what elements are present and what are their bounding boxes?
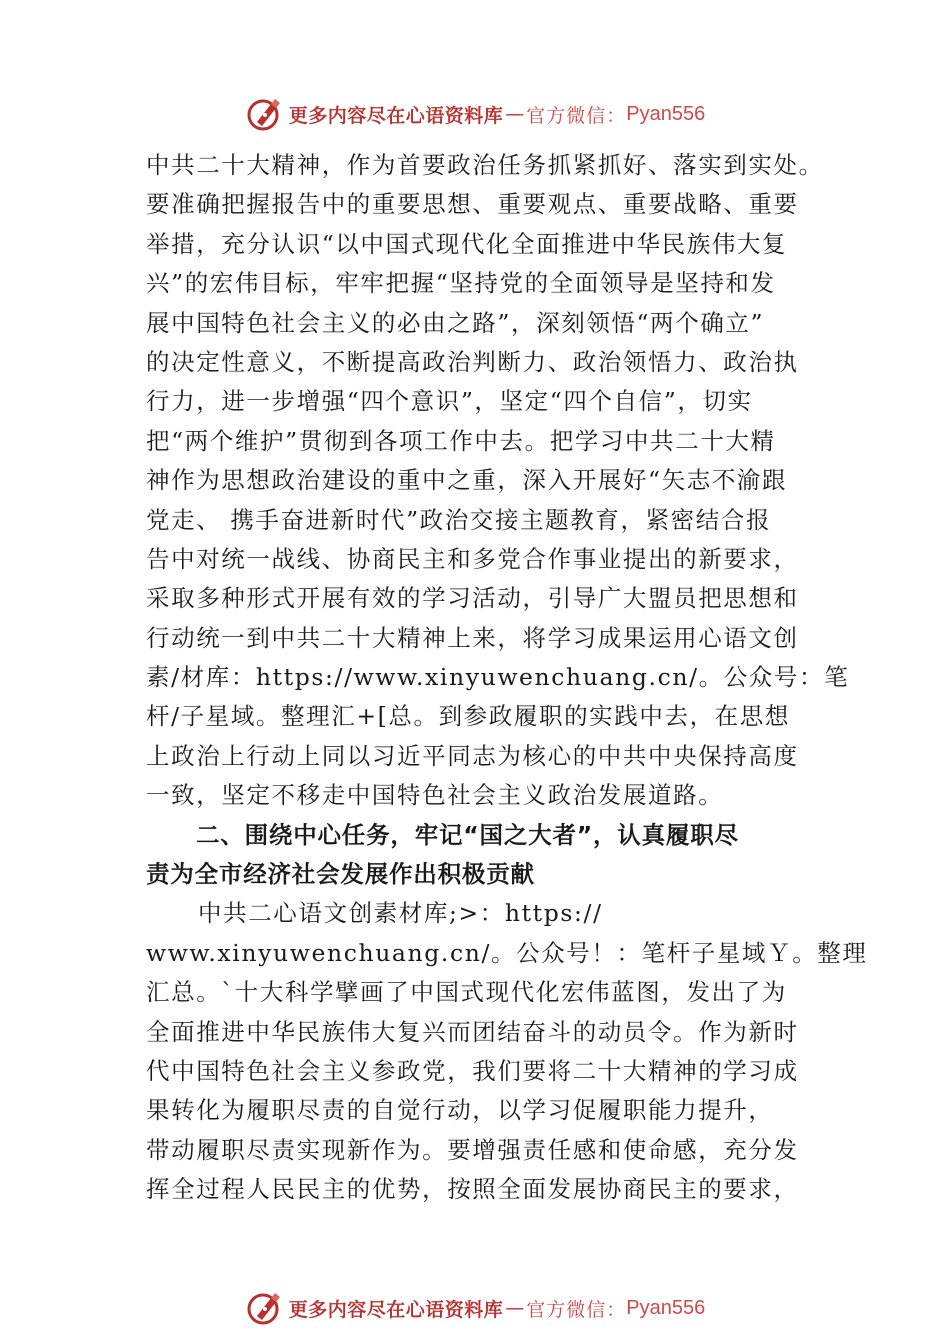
body-line: 汇总。`十大科学擘画了中国式现代化宏伟蓝图，发出了为 bbox=[146, 978, 787, 1007]
body-line: 果转化为履职尽责的自觉行动，以学习促履职能力提升， bbox=[146, 1096, 774, 1125]
body-line: 杆/子星域。整理汇+[总。到参政履职的实践中去，在思想 bbox=[146, 702, 790, 731]
section-heading-line: 二、围绕中心任务，牢记“国之大者”，认真履职尽 bbox=[196, 820, 739, 849]
body-line: 上政治上行动上同以习近平同志为核心的中共中央保持高度 bbox=[146, 741, 799, 770]
body-line: 把“两个维护”贯彻到各项工作中去。把学习中共二十大精 bbox=[146, 426, 776, 455]
body-line: 展中国特色社会主义的必由之路”，深刻领悟“两个确立” bbox=[146, 308, 765, 337]
body-line: 要准确把握报告中的重要思想、重要观点、重要战略、重要 bbox=[146, 190, 799, 219]
banner-ad-text: 更多内容尽在心语资料库 bbox=[288, 1298, 504, 1321]
body-line: 代中国特色社会主义参政党，我们要将二十大精神的学习成 bbox=[146, 1056, 799, 1085]
body-line: 素/材库：https://www.xinyuwenchuang.cn/。公众号：笔 bbox=[146, 663, 850, 692]
body-line: 兴”的宏伟目标，牢牢把握“坚持党的全面领导是坚持和发 bbox=[146, 269, 776, 298]
banner-ad-text: 更多内容尽在心语资料库 bbox=[288, 104, 504, 127]
banner-wechat-label: 官方微信： bbox=[526, 104, 627, 127]
body-line: 神作为思想政治建设的重中之重，深入开展好“矢志不渝跟 bbox=[146, 466, 788, 495]
banner-separator: — bbox=[505, 103, 525, 125]
section-heading-line: 责为全市经济社会发展作出积极贡献 bbox=[146, 860, 535, 889]
body-line: 中共二心语文创素材库;>：https:// bbox=[198, 899, 603, 928]
body-line: 告中对统一战线、协商民主和多党合作事业提出的新要求， bbox=[146, 544, 799, 573]
banner-account: Pyan556 bbox=[626, 102, 706, 125]
body-line: 举措，充分认识“以中国式现代化全面推进中华民族伟大复 bbox=[146, 229, 788, 258]
footer-watermark-banner bbox=[0, 1288, 950, 1328]
body-line: 行动统一到中共二十大精神上来，将学习成果运用心语文创 bbox=[146, 623, 799, 652]
body-line: 的决定性意义，不断提高政治判断力、政治领悟力、政治执 bbox=[146, 347, 799, 376]
body-line: 采取多种形式开展有效的学习活动，引导广大盟员把思想和 bbox=[146, 584, 799, 613]
body-line: 挥全过程人民民主的优势，按照全面发展协商民主的要求， bbox=[146, 1175, 799, 1204]
document-body bbox=[146, 146, 868, 1210]
banner-account: Pyan556 bbox=[626, 1296, 706, 1319]
banner-separator: — bbox=[505, 1297, 525, 1319]
header-watermark-banner bbox=[0, 94, 950, 134]
body-line: 党走、 携手奋进新时代”政治交接主题教育，紧密结合报 bbox=[146, 505, 772, 534]
body-line: 中共二十大精神，作为首要政治任务抓紧抓好、落实到实处。 bbox=[146, 151, 824, 179]
body-line: 一致，坚定不移走中国特色社会主义政治发展道路。 bbox=[146, 781, 724, 810]
body-line: 全面推进中华民族伟大复兴而团结奋斗的动员令。作为新时 bbox=[146, 1017, 799, 1046]
pen-nib-logo-icon bbox=[245, 94, 285, 134]
pen-nib-logo-icon bbox=[245, 1288, 285, 1328]
body-line: www.xinyuwenchuang.cn/。公众号！：笔杆子星域Ｙ。整理 bbox=[146, 938, 868, 967]
body-line: 带动履职尽责实现新作为。要增强责任感和使命感，充分发 bbox=[146, 1135, 799, 1164]
banner-wechat-label: 官方微信： bbox=[526, 1298, 627, 1321]
body-line: 行力，进一步增强“四个意识”，坚定“四个自信”，切实 bbox=[146, 387, 753, 416]
